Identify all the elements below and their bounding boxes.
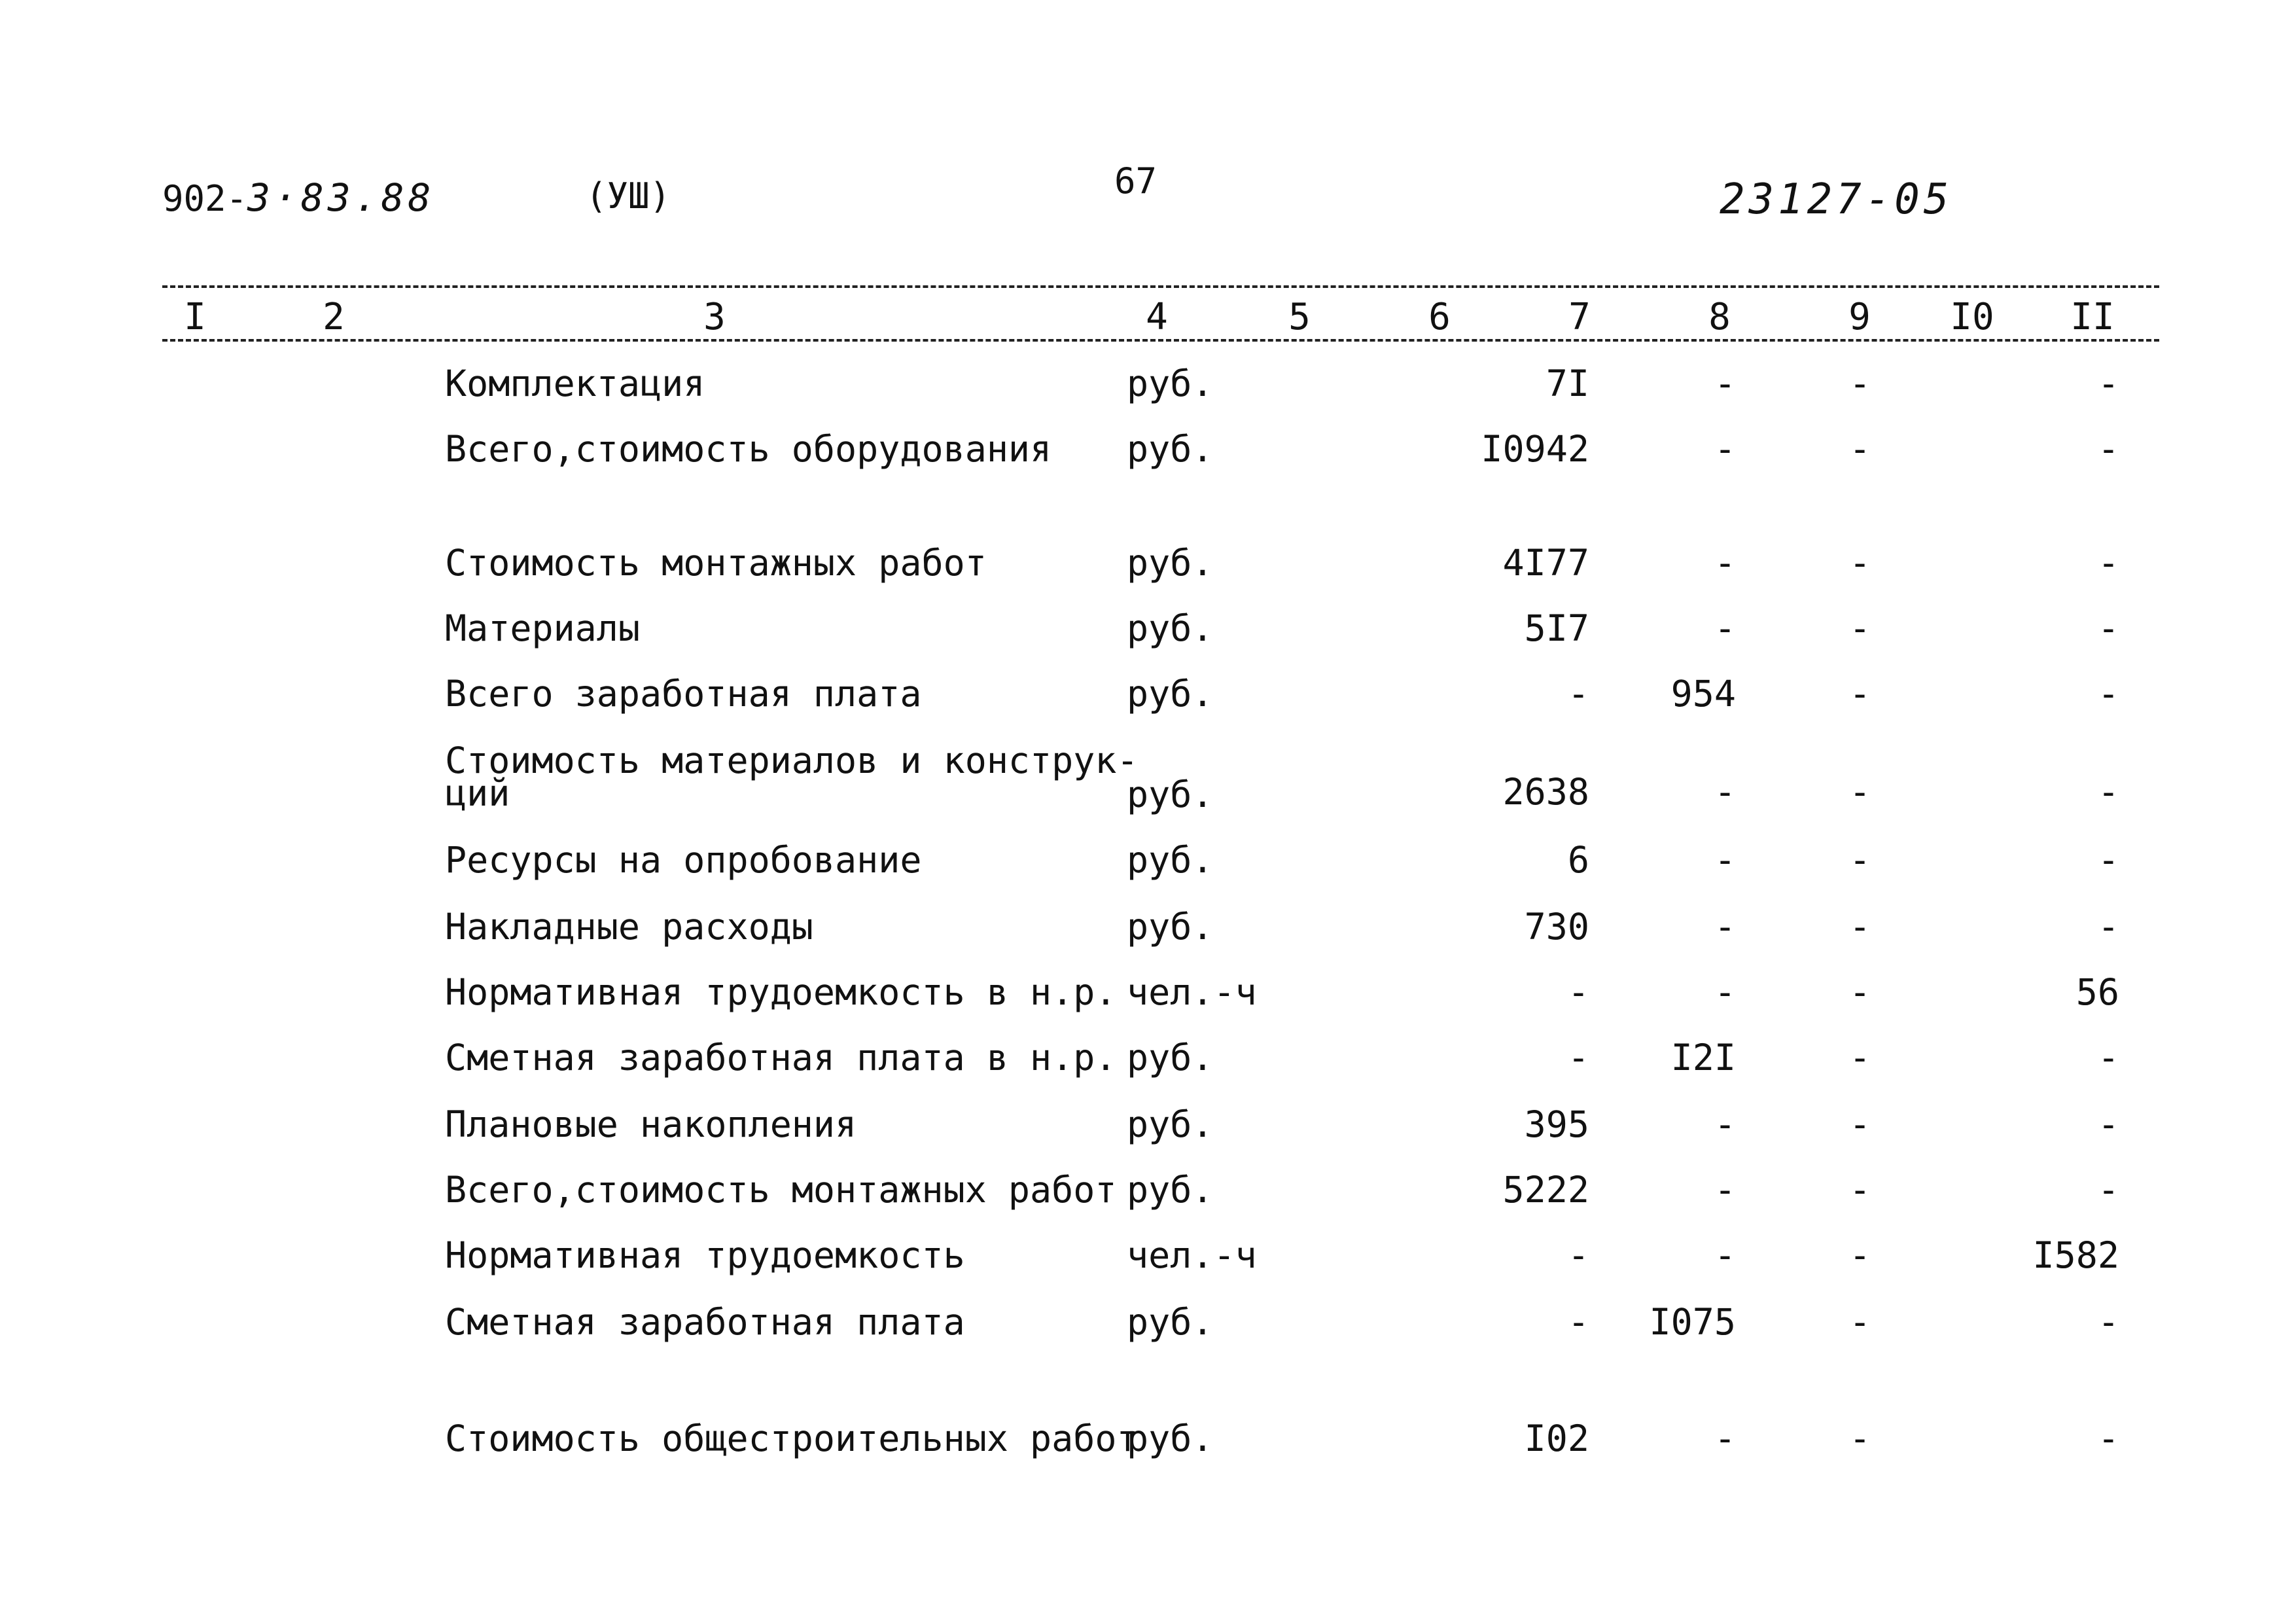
document-code-printed: 902- (162, 178, 248, 219)
row-label: Плановые накопления (445, 1103, 857, 1145)
row-col7: I0942 (1481, 428, 1589, 470)
volume-label: (УШ) (586, 175, 671, 217)
column-number: 6 (1428, 296, 1451, 338)
row-col8: - (1714, 363, 1736, 404)
row-col7: 2638 (1502, 771, 1589, 813)
column-number: 5 (1288, 296, 1311, 338)
row-col8: - (1714, 971, 1736, 1013)
row-col7: - (1567, 1301, 1589, 1343)
row-col7: 5I7 (1524, 607, 1589, 649)
row-col8: - (1714, 542, 1736, 584)
row-col8: - (1714, 839, 1736, 881)
row-col11: - (2097, 428, 2119, 470)
row-label: Всего заработная плата (445, 673, 922, 715)
row-col9: - (1849, 1103, 1871, 1145)
row-col7: 395 (1524, 1103, 1589, 1145)
column-number: 3 (703, 296, 726, 338)
table-header-bottom-rule (162, 339, 2159, 342)
row-col9: - (1849, 1169, 1871, 1211)
page-number: 67 (1114, 160, 1157, 202)
row-unit: руб. (1127, 673, 1214, 715)
row-col9: - (1849, 906, 1871, 948)
row-label: Стоимость монтажных работ (445, 542, 987, 584)
row-col11: - (2097, 771, 2119, 813)
row-unit: руб. (1127, 1418, 1214, 1459)
row-label: Всего,стоимость оборудования (445, 428, 1052, 470)
row-col8: - (1714, 607, 1736, 649)
column-number: I (184, 296, 206, 338)
row-label: Сметная заработная плата (445, 1301, 965, 1343)
document-code-handwritten: 3·83.88 (247, 175, 435, 220)
row-col9: - (1849, 1418, 1871, 1459)
column-number: II (2070, 296, 2115, 338)
column-number: 9 (1848, 296, 1871, 338)
row-label: Стоимость материалов и конструк- (445, 740, 1139, 781)
row-label: Нормативная трудоемкость (445, 1234, 965, 1276)
row-col7: 730 (1524, 906, 1589, 948)
row-unit: руб. (1127, 1301, 1214, 1343)
row-col11: 56 (2075, 971, 2119, 1013)
row-col8: - (1714, 906, 1736, 948)
row-col7: 5222 (1502, 1169, 1589, 1211)
row-col8: - (1714, 1103, 1736, 1145)
document-code (162, 175, 434, 220)
row-col9: - (1849, 428, 1871, 470)
row-unit: руб. (1127, 906, 1214, 948)
row-col9: - (1849, 971, 1871, 1013)
row-col9: - (1849, 839, 1871, 881)
row-label: Материалы (445, 607, 641, 649)
row-label: Стоимость общестроительных работ (445, 1418, 1139, 1459)
row-unit: руб. (1127, 1037, 1214, 1079)
row-col11: - (2097, 1037, 2119, 1079)
row-col11: - (2097, 363, 2119, 404)
row-col11: - (2097, 839, 2119, 881)
row-unit: чел.-ч (1127, 1234, 1257, 1276)
row-unit: руб. (1127, 428, 1214, 470)
row-col7: I02 (1524, 1418, 1589, 1459)
column-number: 8 (1708, 296, 1731, 338)
row-col11: - (2097, 673, 2119, 715)
inventory-number: 23127-05 (1720, 175, 1953, 224)
row-label-continuation: ций (445, 772, 510, 814)
row-col8: - (1714, 771, 1736, 813)
row-col7: 4I77 (1502, 542, 1589, 584)
row-col11: - (2097, 1103, 2119, 1145)
row-label: Всего,стоимость монтажных работ (445, 1169, 1117, 1211)
row-col9: - (1849, 1301, 1871, 1343)
row-col11: - (2097, 607, 2119, 649)
row-col8: I2I (1670, 1037, 1736, 1079)
row-col7: - (1567, 673, 1589, 715)
row-unit: руб. (1127, 542, 1214, 584)
row-col11: - (2097, 906, 2119, 948)
row-col7: - (1567, 1037, 1589, 1079)
row-unit: руб. (1127, 1169, 1214, 1211)
row-col11: - (2097, 1301, 2119, 1343)
row-unit: руб. (1127, 774, 1214, 815)
row-label: Ресурсы на опробование (445, 839, 922, 881)
row-col7: 6 (1567, 839, 1589, 881)
row-col9: - (1849, 673, 1871, 715)
row-col11: - (2097, 542, 2119, 584)
row-unit: руб. (1127, 1103, 1214, 1145)
row-col8: - (1714, 1169, 1736, 1211)
row-label: Накладные расходы (445, 906, 813, 948)
row-col7: 7I (1545, 363, 1589, 404)
row-col11: - (2097, 1169, 2119, 1211)
column-number: 7 (1568, 296, 1591, 338)
row-col8: - (1714, 428, 1736, 470)
row-unit: руб. (1127, 363, 1214, 404)
column-number: 4 (1146, 296, 1168, 338)
row-col9: - (1849, 542, 1871, 584)
row-col9: - (1849, 363, 1871, 404)
row-label: Комплектация (445, 363, 705, 404)
row-col11: - (2097, 1418, 2119, 1459)
row-col8: 954 (1670, 673, 1736, 715)
row-unit: руб. (1127, 607, 1214, 649)
row-col8: - (1714, 1234, 1736, 1276)
row-unit: руб. (1127, 839, 1214, 881)
row-label: Сметная заработная плата в н.р. (445, 1037, 1117, 1079)
row-col8: - (1714, 1418, 1736, 1459)
row-col7: - (1567, 971, 1589, 1013)
row-col9: - (1849, 1234, 1871, 1276)
row-col9: - (1849, 771, 1871, 813)
column-number: 2 (323, 296, 345, 338)
row-col9: - (1849, 607, 1871, 649)
row-col7: - (1567, 1234, 1589, 1276)
row-unit: чел.-ч (1127, 971, 1257, 1013)
row-col11: I582 (2032, 1234, 2119, 1276)
column-number: I0 (1950, 296, 1994, 338)
row-col9: - (1849, 1037, 1871, 1079)
row-label: Нормативная трудоемкость в н.р. (445, 971, 1117, 1013)
table-header-top-rule (162, 285, 2159, 288)
row-col8: I075 (1649, 1301, 1736, 1343)
